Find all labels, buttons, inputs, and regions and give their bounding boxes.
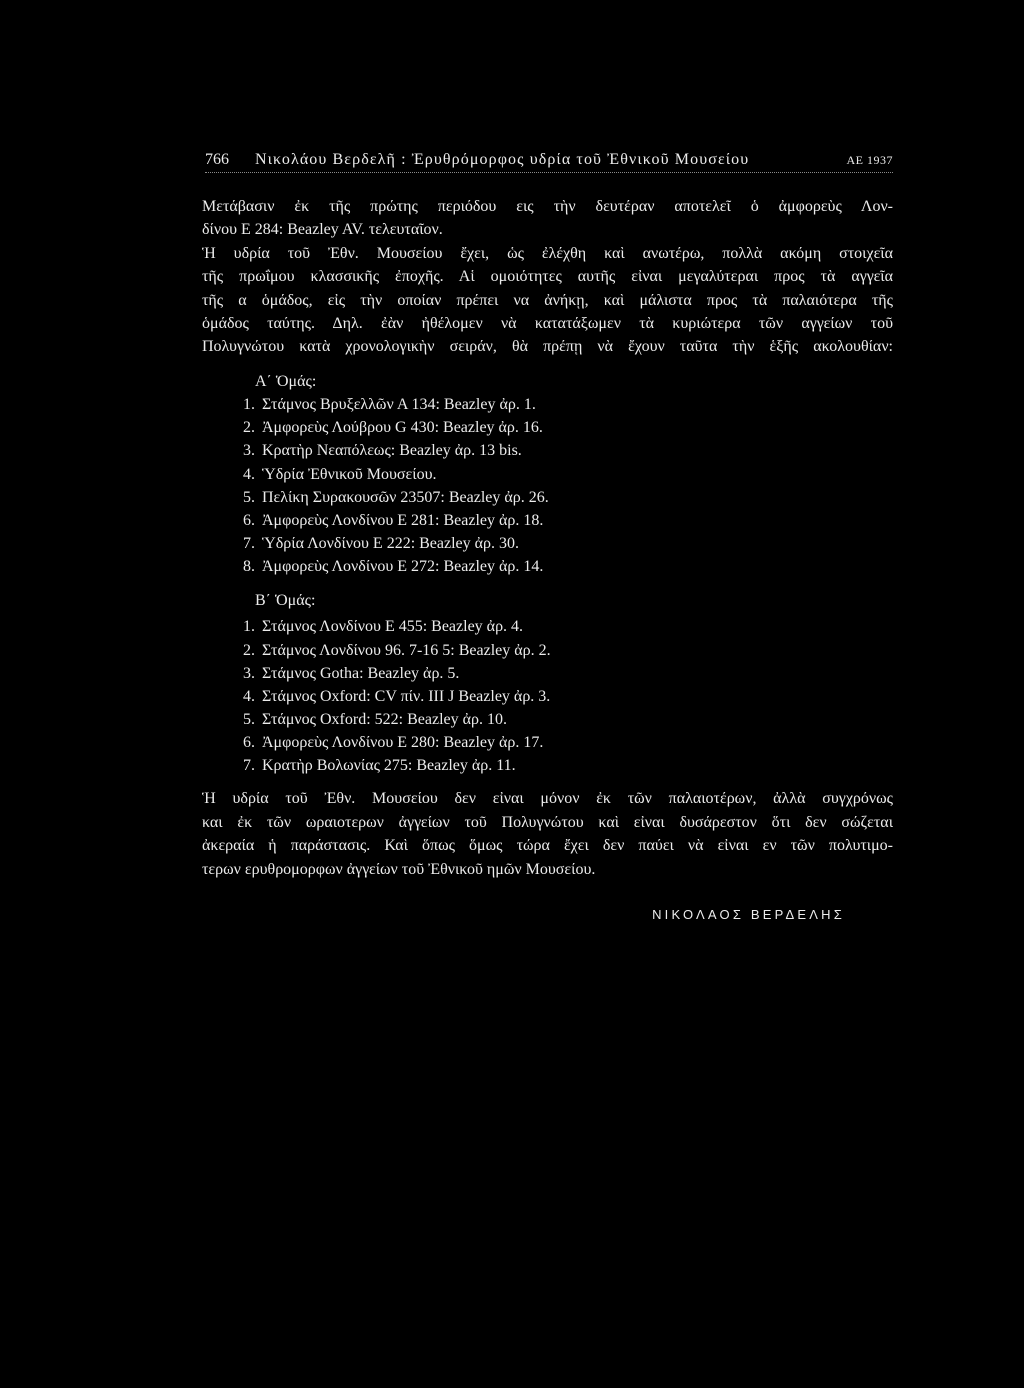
list-item: [202, 555, 893, 578]
item-text: Πελίκη Συρακουσῶν 23507: Beazley ἀρ. 26.: [262, 488, 549, 506]
text-line: Πολυγνώτου κατὰ χρονολογικὴν σειράν, θὰ πρέπῃ νὰ ἔχουν ταῦτα τὴν ἑξῆς ακολουθίαν:: [202, 338, 893, 356]
list-item: [202, 463, 893, 486]
list-item: [202, 393, 893, 416]
text-line: τῆς πρωΐμου κλασσικῆς ἐποχῆς. Αἱ ομοιότητες αυτῆς εἰναι μεγαλύτεραι προς τὰ αγγεῖα: [202, 268, 893, 286]
item-text: Ἀμφορεὺς Λονδίνου Ε 280: Beazley ἀρ. 17.: [262, 733, 544, 751]
item-number: 5.: [243, 710, 255, 728]
paragraph-2: [202, 242, 893, 359]
item-text: Κρατὴρ Νεαπόλεως: Beazley ἀρ. 13 bis.: [262, 442, 522, 460]
text-line: Μετάβασιν ἐκ τῆς πρώτης περιόδου εις τὴν δευτέραν αποτελεῖ ὁ ἀμφορεὺς Λον-: [202, 198, 893, 215]
item-text: Στάμνος Βρυξελλῶν Α 134: Beazley ἀρ. 1.: [262, 396, 536, 414]
item-text: Ἀμφορεὺς Λούβρου G 430: Beazley ἀρ. 16.: [262, 419, 543, 437]
text-line: και ἐκ τῶν ωραιοτερων ἀγγείων τοῦ Πολυγνώτου καὶ εἰναι δυσάρεστον ὅτι δεν σώζεται: [202, 813, 893, 831]
text-line: τερων ερυθρομορφων ἀγγείων τοῦ Ἐθνικοῦ ημῶν Μουσείου.: [202, 860, 596, 878]
text-line: ὁμάδος ταύτης. Δηλ. ἐὰν ἠθέλομεν νὰ κατατάξωμεν τὰ κυριώτερα τῶν αγγείων τοῦ: [202, 315, 893, 333]
list-item: [202, 639, 893, 662]
group-a-heading: Α΄ Ὁμάς:: [255, 372, 317, 390]
item-number: 3.: [243, 442, 255, 460]
item-text: Στάμνος Λονδίνου 96. 7-16 5: Beazley ἀρ. 2.: [262, 641, 551, 659]
item-number: 6.: [243, 511, 255, 529]
text-line: δίνου Ε 284: Beazley AV. τελευταῖον.: [202, 221, 443, 239]
item-number: 7.: [243, 534, 255, 552]
text-line: ἀκεραία ἡ παράστασις. Καὶ ὅπως ὅμως τώρα ἔχει δεν παύει νὰ εἰναι εν τῶν πολυτιμο-: [202, 837, 893, 855]
item-number: 6.: [243, 733, 255, 751]
group-b-list: [202, 615, 893, 777]
page-body: [202, 150, 893, 926]
list-item: [202, 731, 893, 754]
item-number: 2.: [243, 641, 255, 659]
item-text: Ὑδρία Ἐθνικοῦ Μουσείου.: [262, 465, 437, 483]
list-item: [202, 662, 893, 685]
item-text: Στάμνος Λονδίνου Ε 455: Beazley ἀρ. 4.: [262, 618, 524, 636]
group-b-heading: Β΄ Ὁμάς:: [255, 592, 316, 609]
paragraph-3: [202, 787, 893, 881]
item-text: Στάμνος Gotha: Beazley ἀρ. 5.: [262, 664, 460, 682]
item-text: Στάμνος Oxford: 522: Beazley ἀρ. 10.: [262, 710, 507, 728]
list-item: [202, 509, 893, 532]
item-number: 4.: [243, 465, 255, 483]
item-text: Κρατὴρ Βολωνίας 275: Beazley ἀρ. 11.: [262, 756, 516, 774]
group-a-list: [202, 393, 893, 578]
journal-citation: ΑΕ 1937: [846, 153, 893, 167]
item-number: 3.: [243, 664, 255, 682]
item-number: 2.: [243, 419, 255, 437]
item-number: 1.: [243, 618, 255, 636]
running-title: Νικολάου Βερδελῆ : Ἐρυθρόμορφος υδρία τοῦ Ἐθνικοῦ Μουσείου: [255, 151, 750, 168]
paragraph-1: [202, 195, 893, 242]
list-item: [202, 685, 893, 708]
list-item: [202, 532, 893, 555]
text-line: Ἡ υδρία τοῦ Ἐθν. Μουσείου ἔχει, ὡς ἐλέχθη καὶ ανωτέρω, πολλὰ ακόμη στοιχεῖα: [202, 244, 893, 262]
item-number: 5.: [243, 488, 255, 506]
list-item: [202, 615, 893, 638]
item-number: 4.: [243, 687, 255, 705]
page-number: 766: [205, 151, 229, 168]
item-number: 1.: [243, 396, 255, 414]
item-text: Ἀμφορεὺς Λονδίνου Ε 272: Beazley ἀρ. 14.: [262, 557, 544, 575]
item-number: 7.: [243, 756, 255, 774]
list-item: [202, 708, 893, 731]
text-line: τῆς α ὁμάδος, εἰς τὴν οποίαν πρέπει να ἀνήκῃ, καὶ μάλιστα προς τὰ παλαιότερα τῆς: [202, 291, 893, 309]
running-header: [202, 150, 893, 170]
author-signature: ΝΙΚΟΛΑΟΣ ΒΕΡΔΕΛΗΣ: [652, 907, 845, 923]
list-item: [202, 439, 893, 462]
text-line: Ἡ υδρία τοῦ Ἐθν. Μουσείου δεν εἰναι μόνον ἐκ τῶν παλαιοτέρων, ἀλλὰ συγχρόνως: [202, 790, 893, 808]
header-rule: [205, 172, 893, 173]
item-text: Ὑδρία Λονδίνου Ε 222: Beazley ἀρ. 30.: [262, 534, 520, 552]
list-item: [202, 754, 893, 777]
item-text: Στάμνος Oxford: CV πίν. III J Beazley ἀρ. 3.: [262, 687, 551, 705]
item-text: Ἀμφορεὺς Λονδίνου Ε 281: Beazley ἀρ. 18.: [262, 511, 544, 529]
item-number: 8.: [243, 557, 255, 575]
list-item: [202, 416, 893, 439]
list-item: [202, 486, 893, 509]
